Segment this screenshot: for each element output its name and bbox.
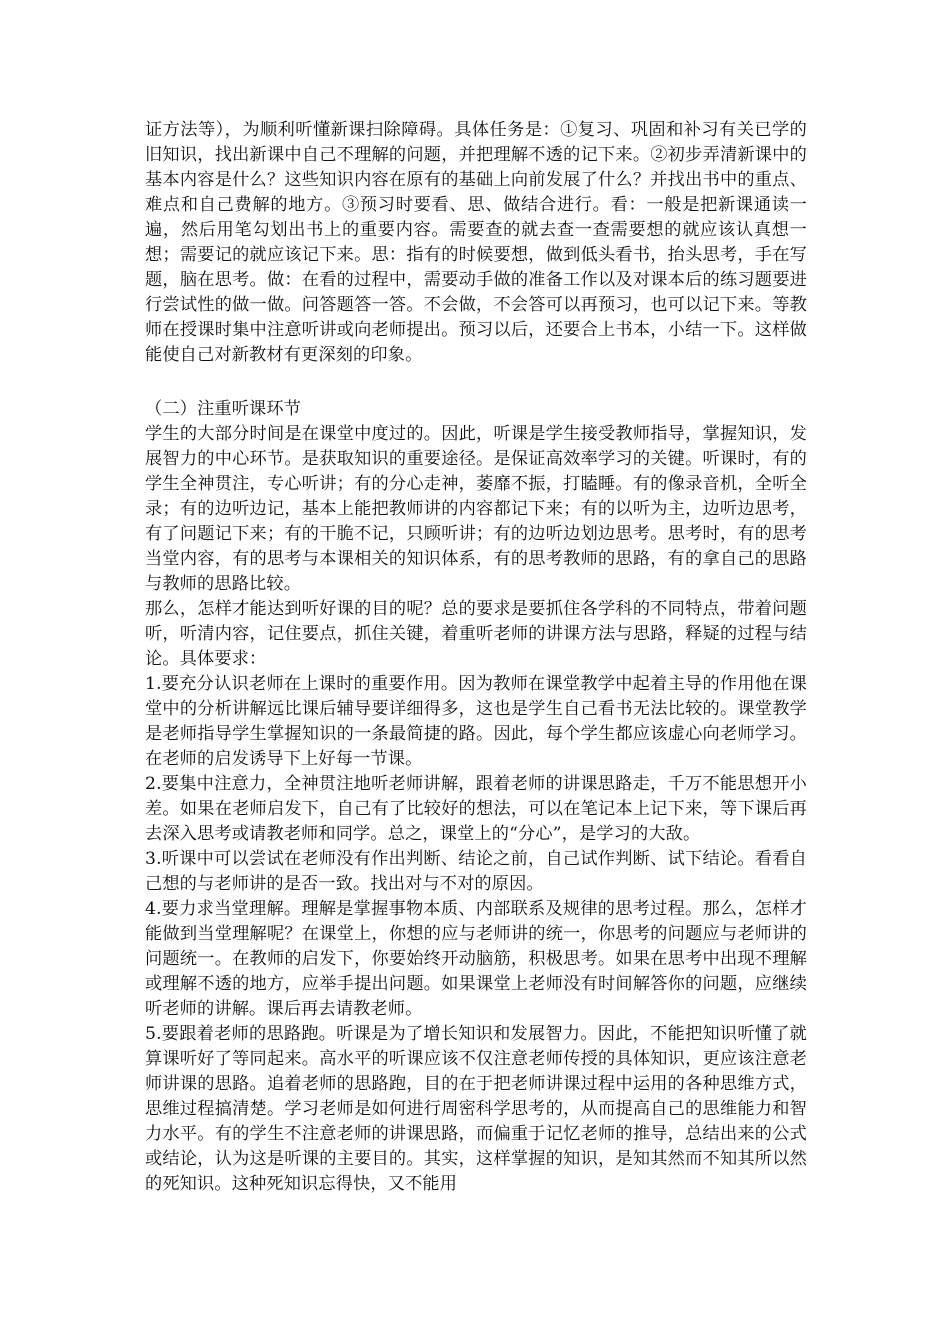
section-paragraph-2: 那么，怎样才能达到听好课的目的呢？总的要求是要抓住各学科的不同特点，带着问题听，听清内容，记住要点，抓住关键，着重听老师的讲课方法与思路，释疑的过程与结论。具体要求： xyxy=(145,599,807,669)
list-item-1: 1.要充分认识老师在上课时的重要作用。因为教师在课堂教学中起着主导的作用他在课堂中的分析讲解远比课后辅导要详细得多，这也是学生自己看书无法比较的。课堂教学是老师指导学生掌握知识的一条最简捷的路。因此，每个学生都应该虚心向老师学习。在老师的启发诱导下上好每一节课。 xyxy=(145,674,807,769)
list-item-4: 4.要力求当堂理解。理解是掌握事物本质、内部联系及规律的思考过程。那么，怎样才能做到当堂理解呢？在课堂上，你想的应与老师讲的统一，你思考的问题应与老师讲的问题统一。在教师的启发下，你要始终开动脑筋，积极思考。如果在思考中出现不理解或理解不透的地方，应举手提出问题。如果课堂上老师没有时间解答你的问题，应继续听老师的讲解。课后再去请教老师。 xyxy=(145,899,807,1019)
section-heading: （二）注重听课环节 xyxy=(145,399,302,419)
list-item-3: 3.听课中可以尝试在老师没有作出判断、结论之前，自己试作判断、试下结论。看看自己想的与老师讲的是否一致。找出对与不对的原因。 xyxy=(145,849,807,894)
list-item-5: 5.要跟着老师的思路跑。听课是为了增长知识和发展智力。因此，不能把知识听懂了就算课听好了等同起来。高水平的听课应该不仅注意老师传授的具体知识，更应该注意老师讲课的思路。追着老师的思路跑，目的在于把老师讲课过程中运用的各种思维方式，思维过程搞清楚。学习老师是如何进行周密科学思考的，从而提高自己的思维能力和智力水平。有的学生不注意老师的讲课思路，而偏重于记忆老师的推导，总结出来的公式或结论，认为这是听课的主要目的。其实，这样掌握的知识，是知其然而不知其所以然的死知识。这种死知识忘得快，又不能用 xyxy=(145,1024,807,1194)
paragraph-spacer xyxy=(145,368,807,397)
list-item-2: 2.要集中注意力，全神贯注地听老师讲解，跟着老师的讲课思路走，千万不能思想开小差。如果在老师启发下，自己有了比较好的想法，可以在笔记本上记下来，等下课后再去深入思考或请教老师和同学。总之，课堂上的“分心”，是学习的大敌。 xyxy=(145,774,807,844)
intro-paragraph: 证方法等），为顺利听懂新课扫除障碍。具体任务是：①复习、巩固和补习有关已学的旧知识，找出新课中自己不理解的问题，并把理解不透的记下来。②初步弄清新课中的基本内容是什么？这些知识内容在原有的基础上向前发展了什么？并找出书中的重点、难点和自己费解的地方。③预习时要看、思、做结合进行。看：一般是把新课通读一遍，然后用笔勾划出书上的重要内容。需要查的就去查一查需要想的就应该认真想一想；需要记的就应该记下来。思：指有的时候要想，做到低头看书，抬头思考，手在写题，脑在思考。做：在看的过程中，需要动手做的准备工作以及对课本后的练习题要进行尝试性的做一做。问答题答一答。不会做，不会答可以再预习，也可以记下来。等教师在授课时集中注意听讲或向老师提出。预习以后，还要合上书本，小结一下。这样做能使自己对新教材有更深刻的印象。 xyxy=(145,120,807,365)
document-page xyxy=(145,118,807,1197)
section-paragraph-1: 学生的大部分时间是在课堂中度过的。因此，听课是学生接受教师指导，掌握知识，发展智力的中心环节。是获取知识的重要途径。是保证高效率学习的关键。听课时，有的学生全神贯注，专心听讲；有的分心走神，萎靡不振，打瞌睡。有的像录音机，全听全录；有的边听边记，基本上能把教师讲的内容都记下来；有的以听为主，边听边思考，有了问题记下来；有的干脆不记，只顾听讲；有的边听边划边思考。思考时，有的思考当堂内容，有的思考与本课相关的知识体系，有的思考教师的思路，有的拿自己的思路与教师的思路比较。 xyxy=(145,424,807,594)
